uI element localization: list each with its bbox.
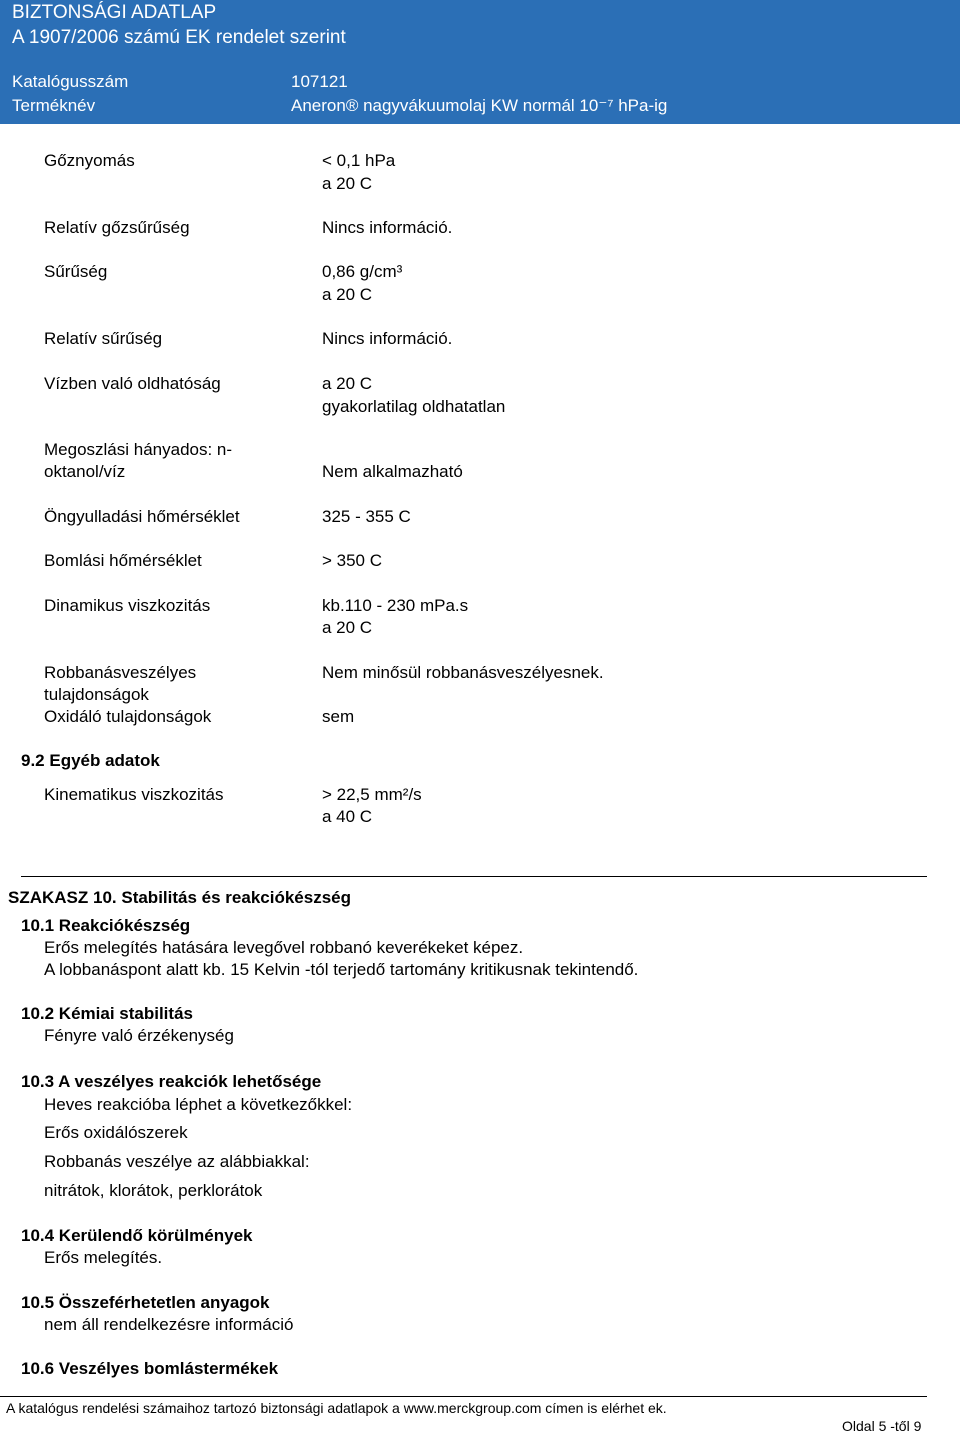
subsection-10-1-text-line1: Erős melegítés hatására levegővel robbanó keverékeket képez. xyxy=(44,938,524,957)
catalog-number-label: Katalógusszám xyxy=(12,72,129,91)
property-label: Öngyulladási hőmérséklet xyxy=(44,507,240,526)
subsection-10-3-text-line2: Erős oxidálószerek xyxy=(44,1123,188,1142)
footer-note: A katalógus rendelési számaihoz tartozó biztonsági adatlapok a www.merckgroup.com címen is elérhet ek. xyxy=(6,1400,667,1416)
property-value: Nem alkalmazható xyxy=(322,462,463,481)
subsection-10-3-text-line1: Heves reakcióba léphet a következőkkel: xyxy=(44,1095,353,1114)
subsection-10-3-title: 10.3 A veszélyes reakciók lehetősége xyxy=(21,1072,322,1091)
property-label: Oxidáló tulajdonságok xyxy=(44,707,212,726)
property-value: Nincs információ. xyxy=(322,218,453,237)
property-value: > 350 C xyxy=(322,551,383,570)
section-divider xyxy=(21,876,927,877)
property-value: sem xyxy=(322,707,355,726)
section-9-2-heading: 9.2 Egyéb adatok xyxy=(21,751,160,770)
footer-divider xyxy=(0,1396,927,1397)
property-value-condition: a 20 C xyxy=(322,618,373,637)
property-label: Gőznyomás xyxy=(44,151,135,170)
subsection-10-4-title: 10.4 Kerülendő körülmények xyxy=(21,1226,253,1245)
property-value: 0,86 g/cm³ xyxy=(322,262,403,281)
subsection-10-4-text: Erős melegítés. xyxy=(44,1248,163,1267)
property-value: Nem minősül robbanásveszélyesnek. xyxy=(322,663,604,682)
property-label: Robbanásveszélyes xyxy=(44,663,197,682)
property-value: 325 - 355 C xyxy=(322,507,411,526)
property-value-condition: a 20 C xyxy=(322,285,373,304)
property-label: Vízben való oldhatóság xyxy=(44,374,221,393)
document-header xyxy=(0,0,960,124)
property-label: Bomlási hőmérséklet xyxy=(44,551,202,570)
property-value: Nincs információ. xyxy=(322,329,453,348)
property-value: gyakorlatilag oldhatatlan xyxy=(322,397,506,416)
subsection-10-2-title: 10.2 Kémiai stabilitás xyxy=(21,1004,193,1023)
property-value-condition: a 20 C xyxy=(322,174,373,193)
document-title: BIZTONSÁGI ADATLAP xyxy=(12,2,217,23)
catalog-number-value: 107121 xyxy=(291,72,348,91)
property-value-condition: a 20 C xyxy=(322,374,373,393)
property-value: < 0,1 hPa xyxy=(322,151,396,170)
subsection-10-1-title: 10.1 Reakciókészség xyxy=(21,916,191,935)
regulation-subtitle: A 1907/2006 számú EK rendelet szerint xyxy=(12,27,346,48)
property-label: Relatív gőzsűrűség xyxy=(44,218,190,237)
section-10-heading: SZAKASZ 10. Stabilitás és reakciókészség xyxy=(8,888,351,907)
property-label: Dinamikus viszkozitás xyxy=(44,596,211,615)
subsection-10-5-text: nem áll rendelkezésre információ xyxy=(44,1315,294,1334)
subsection-10-1-text-line2: A lobbanáspont alatt kb. 15 Kelvin -tól terjedő tartomány kritikusnak tekintendő. xyxy=(44,960,639,979)
property-label: Relatív sűrűség xyxy=(44,329,163,348)
kinematic-viscosity-label: Kinematikus viszkozitás xyxy=(44,785,224,804)
property-label: Megoszlási hányados: n- xyxy=(44,440,233,459)
subsection-10-3-text-line3: Robbanás veszélye az alábbiakkal: xyxy=(44,1152,310,1171)
kinematic-viscosity-value: > 22,5 mm²/s xyxy=(322,785,422,804)
product-name-value: Aneron® nagyvákuumolaj KW normál 10⁻⁷ hPa-ig xyxy=(291,96,668,115)
subsection-10-6-title: 10.6 Veszélyes bomlástermékek xyxy=(21,1359,279,1378)
property-value: kb.110 - 230 mPa.s xyxy=(322,596,469,615)
subsection-10-2-text: Fényre való érzékenység xyxy=(44,1026,234,1045)
page-number: Oldal 5 -től 9 xyxy=(842,1418,922,1434)
subsection-10-5-title: 10.5 Összeférhetetlen anyagok xyxy=(21,1293,270,1312)
product-name-label: Terméknév xyxy=(12,96,96,115)
property-label-line2: tulajdonságok xyxy=(44,685,149,704)
kinematic-viscosity-condition: a 40 C xyxy=(322,807,373,826)
subsection-10-3-text-line4: nitrátok, klorátok, perklorátok xyxy=(44,1181,263,1200)
property-label: Sűrűség xyxy=(44,262,108,281)
property-label-line2: oktanol/víz xyxy=(44,462,126,481)
